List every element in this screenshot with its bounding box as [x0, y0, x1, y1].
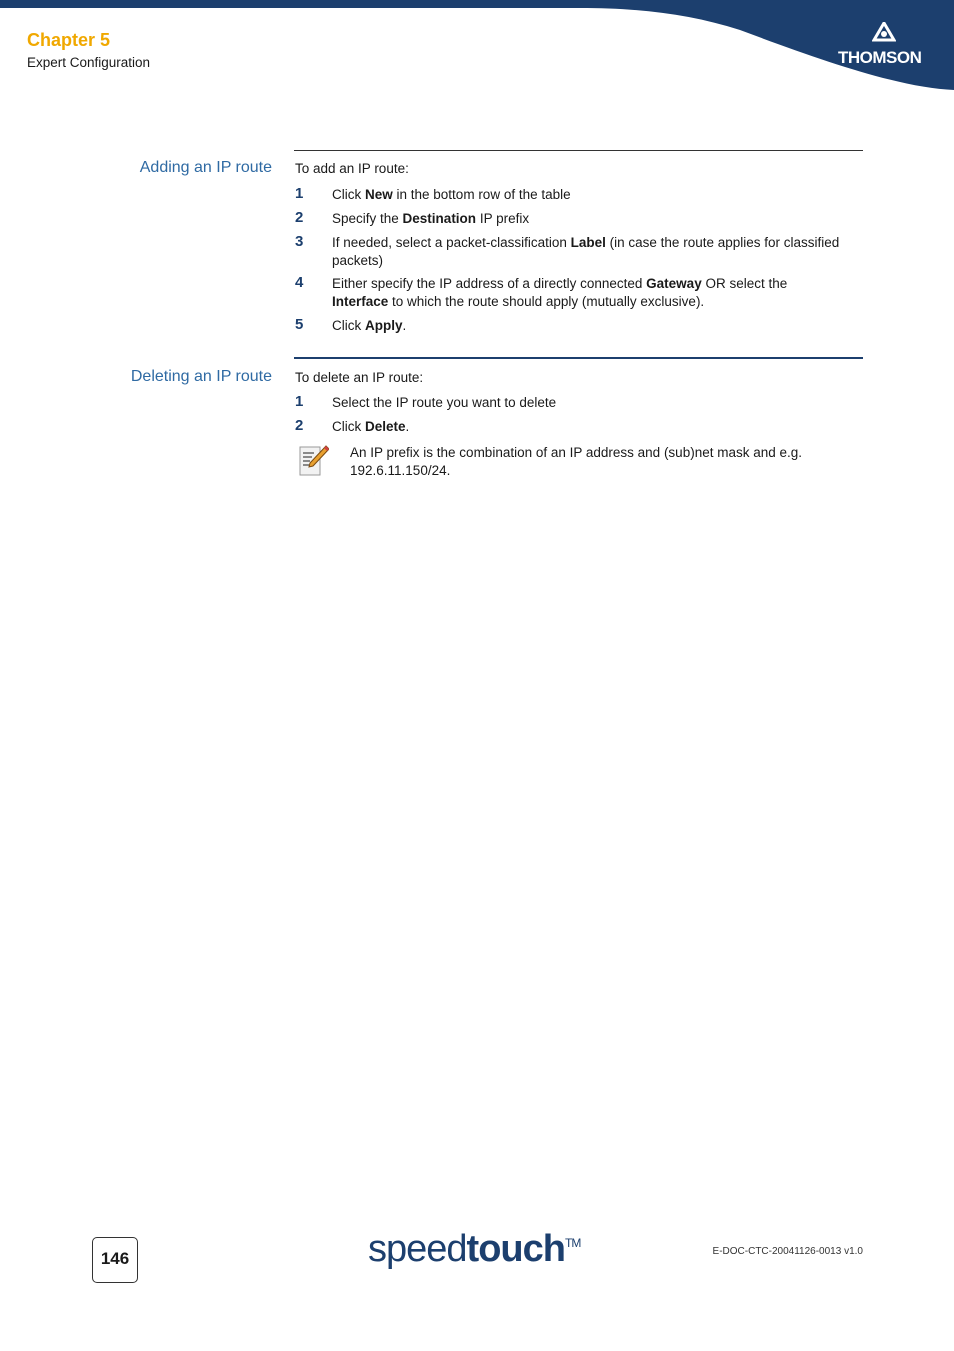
chapter-subtitle: Expert Configuration	[27, 55, 151, 70]
header-band	[0, 0, 954, 95]
step-number: 3	[295, 233, 304, 250]
step-number: 1	[295, 393, 304, 410]
step-item: 2 Specify the Destination IP prefix	[295, 209, 530, 226]
chapter-label: Chapter 5	[27, 30, 111, 50]
note-text: An IP prefix is the combination of an IP address and (sub)net mask and e.g. 192.6.11.150/24.	[350, 445, 803, 478]
logo-heavy-text: touch	[466, 1228, 565, 1270]
thomson-logo-icon	[872, 22, 896, 44]
speedtouch-logo	[368, 1228, 580, 1271]
section-rule	[294, 150, 863, 151]
step-item: 2 Click Delete.	[295, 417, 410, 434]
step-number: 4	[295, 274, 304, 291]
section-title-adding: Adding an IP route	[139, 159, 272, 176]
section-rule	[294, 357, 863, 359]
step-number: 2	[295, 417, 304, 434]
step-item: 1 Click New in the bottom row of the table	[295, 185, 571, 202]
section-intro: To add an IP route:	[295, 161, 409, 176]
brand-name: THOMSON	[838, 48, 922, 67]
pencil-note-icon	[299, 444, 329, 478]
step-item: 5 Click Apply.	[295, 316, 407, 333]
note-box	[295, 444, 863, 480]
step-item: 4 Either specify the IP address of a directly connected Gateway OR select the Interface to which the route should apply (mutually exclusive).	[295, 274, 788, 309]
step-item: 3 If needed, select a packet-classification Label (in case the route applies for classified packets)	[295, 233, 840, 268]
logo-light-text: speed	[368, 1228, 467, 1270]
logo-tm: TM	[564, 1236, 581, 1250]
step-number: 2	[295, 209, 304, 226]
section-title-deleting: Deleting an IP route	[130, 368, 272, 385]
step-item: 1 Select the IP route you want to delete	[295, 393, 557, 410]
document-id: E-DOC-CTC-20041126-0013 v1.0	[712, 1246, 863, 1257]
step-number: 5	[295, 316, 304, 333]
page-number: 146	[100, 1249, 130, 1268]
section-intro: To delete an IP route:	[295, 370, 424, 385]
step-number: 1	[295, 185, 304, 202]
